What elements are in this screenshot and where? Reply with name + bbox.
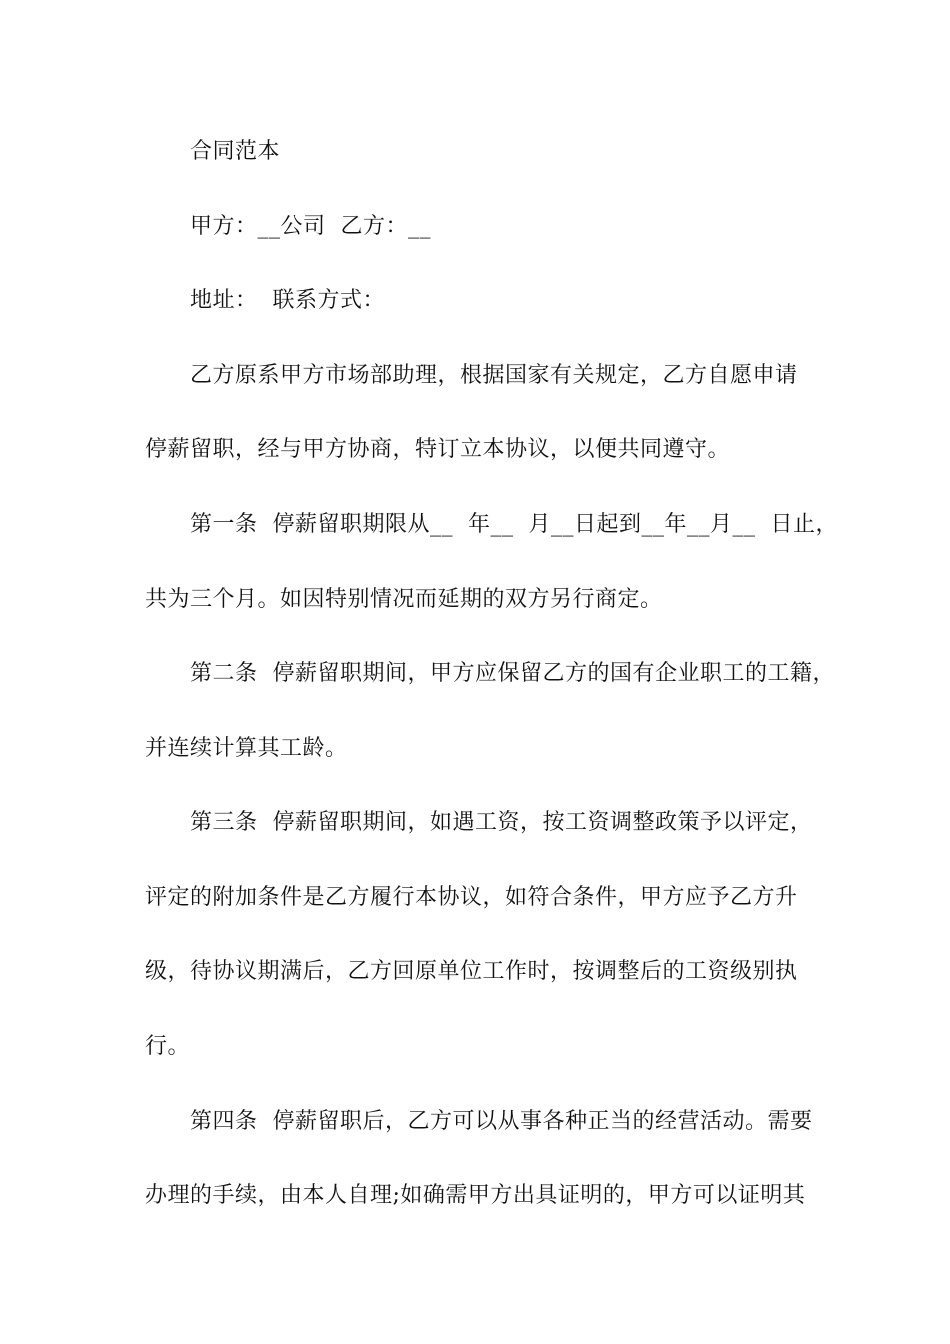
document-title: 合同范本 <box>190 139 281 164</box>
parties-line: 甲方：__公司 乙方：__ <box>190 214 431 239</box>
article-4-line: 第四条 停薪留职后，乙方可以从事各种正当的经营活动。需要 <box>190 1109 813 1134</box>
article-2-line: 并连续计算其工龄。 <box>145 736 348 761</box>
article-2-line: 第二条 停薪留职期间，甲方应保留乙方的国有企业职工的工籍， <box>190 661 835 686</box>
article-3-line: 第三条 停薪留职期间，如遇工资，按工资调整政策予以评定， <box>190 810 813 835</box>
article-4-line: 办理的手续，由本人自理;如确需甲方出具证明的，甲方可以证明其 <box>145 1183 806 1208</box>
paragraph-line: 乙方原系甲方市场部助理，根据国家有关规定，乙方自愿申请 <box>190 363 798 388</box>
article-3-line: 评定的附加条件是乙方履行本协议，如符合条件，甲方应予乙方升 <box>145 885 798 910</box>
address-line: 地址： 联系方式： <box>190 288 385 313</box>
article-3-line: 行。 <box>145 1034 191 1059</box>
article-1-line: 第一条 停薪留职期限从__ 年__ 月__日起到__年__月__ 日止， <box>190 512 838 537</box>
paragraph-line: 停薪留职，经与甲方协商，特订立本协议，以便共同遵守。 <box>145 437 731 462</box>
article-3-line: 级，待协议期满后，乙方回原单位工作时，按调整后的工资级别执 <box>145 959 798 984</box>
article-1-line: 共为三个月。如因特别情况而延期的双方另行商定。 <box>145 587 663 612</box>
